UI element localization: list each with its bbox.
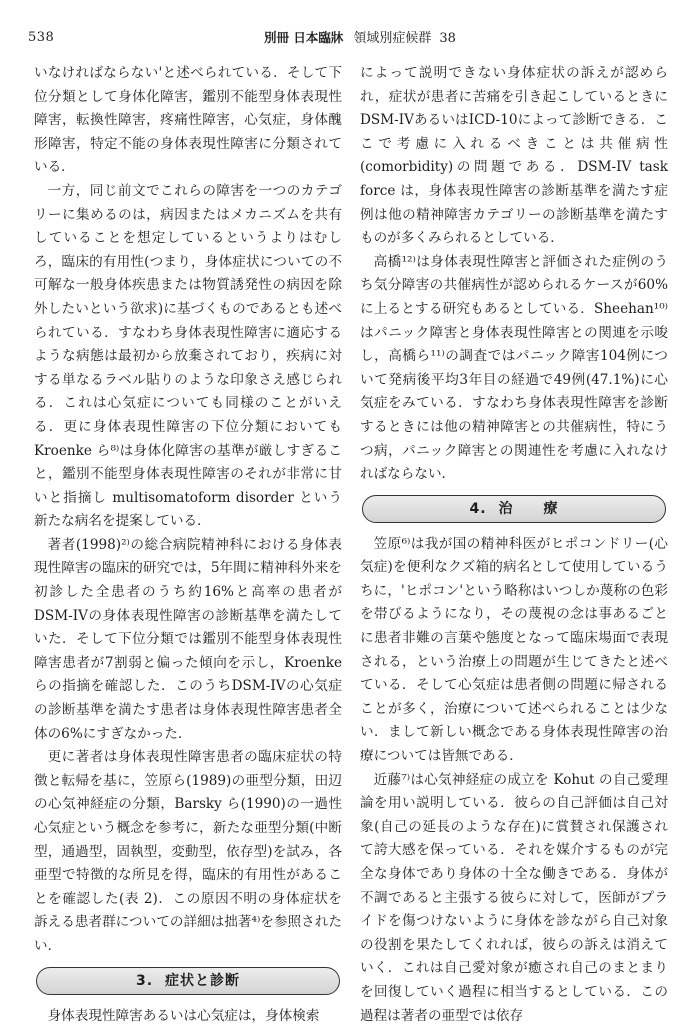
paragraph: 身体表現性障害あるいは心気症は，身体検索 [47, 1007, 320, 1024]
left-column [34, 62, 342, 1028]
paragraph: 更に著者は身体表現性障害患者の臨床症状の特徴と転帰を基に，笠原ら(1989)の亜型分類，田辺の心気神経症の分類，Barsky ら(1990)の一過性心気症という概念を参考に，新たな亜型分類(中断型，通過型，固執型，変動型，依存型)を試み，各亜型で特徴的な所見を得，臨床的有用性があることを確認した(表 2)．この原因不明の身体症状を訴える患者群についての詳細は拙著⁴⁾を参照されたい． [34, 749, 342, 954]
page-header [28, 26, 672, 50]
issue-title: 領域別症候群 [353, 31, 432, 46]
volume-number: 38 [439, 31, 456, 46]
paragraph: 高橋¹²⁾は身体表現性障害と評価された症例のうち気分障害の共催病性が認められるケースが60%に上るとする研究もあるとしている．Sheehan¹⁰⁾はパニック障害と身体表現性障害との関連を示唆し，高橋ら¹¹⁾の調査ではパニック障害104例について発病後平均3年目の経過で49例(47.1%)に心気症をみている．すなわち身体表現性障害を診断するときには他の精神障害との共催病性，特にうつ病，パニック障害との関連性を考慮に入れなければならない． [360, 253, 668, 483]
section-title: 症状と診断 [165, 972, 241, 989]
paragraph: 著者(1998)²⁾の総合病院精神科における身体表現性障害の臨床的研究では，5年間に精神科外来を初診した全患者のうち約16%と高率の患者がDSM-IVの身体表現性障害の診断基準を満たしていた．そして下位分類では鑑別不能型身体表現性障害患者が7割弱と偏った傾向を示し，Kroenke らの指摘を確認した．このうちDSM-IVの心気症の診断基準を満たす患者は身体表現性障害患者全体の6%にすぎなかった． [34, 536, 342, 742]
section-heading-treatment [362, 495, 666, 523]
page-number: 538 [28, 30, 55, 45]
journal-title: 別冊 日本臨牀 [264, 30, 344, 45]
section-number: 3. [135, 972, 154, 989]
section-title: 治 療 [498, 500, 559, 517]
section-number: 4. [469, 500, 487, 517]
paragraph: 近藤⁷⁾は心気神経症の成立を Kohut の自己愛理論を用い説明している．彼らの自己評価は自己対象(自己の延長のような存在)に賞賛され保護されて誇大感を保っている．それを媒介するものが完全な身体であり身体の十全な働きである．身体が不調であると主張する彼らに対して，医師がプライドを傷つけないように身体を診ながら自己対象の役割を果たしてくれれば，彼らの訴えは消えていく．これは自己愛対象が癒され自己のまとまりを回復していく過程に相当するとしている．この過程は著者の亜型では依存 [360, 771, 668, 1024]
section-heading-symptoms [36, 967, 340, 995]
paragraph: によって説明できない身体症状の訴えが認められ，症状が患者に苦痛を引き起こしているときにDSM-IVあるいはICD-10によって診断できる．ここで考慮に入れるべきことは共催病性(comorbidity)の問題である．DSM-IV task force は，身体表現性障害の診断基準を満たす症例は他の精神障害カテゴリーの診断基準を満たすものが多くみられるとしている． [360, 65, 668, 247]
paragraph: 笠原⁶⁾は我が国の精神科医がヒポコンドリー(心気症)を便利なクズ箱的病名として使用しているうちに，'ヒポコン'という略称はいつしか蔑称の色彩を帯びるようになり，その蔑視の念は事あるごとに患者非難の言葉や態度となって臨床場面で表現される，という治療上の問題が生じてきたと述べている．そして心気症は患者側の問題に帰されることが多く，治療について述べられることは少ない．まして新しい概念である身体表現性障害の治療については皆無である． [360, 535, 668, 765]
running-head [264, 26, 456, 51]
right-column [360, 62, 668, 1028]
paragraph: 一方，同じ前文でこれらの障害を一つのカテゴリーに集めるのは，病因またはメカニズムを共有していることを想定しているというよりはむしろ，臨床的有用性(つまり，身体症状についての不可解な一般身体疾患または物質誘発性の病因を除外したいという欲求)に基づくものであるとも述べられている．すなわち身体表現性障害に適応するような病態は最初から放棄されており，疾病に対する単なるラベル貼りのような印象さえ感じられる．これは心気症についても同様のことがいえる．更に身体表現性障害の下位分類においても Kroenke ら⁸⁾は身体化障害の基準が厳しすぎること，鑑別不能型身体表現性障害のそれが非常に甘いと指摘し multisomatoform disorder という新たな病名を提案している． [34, 182, 342, 530]
paragraph: いなければならない'と述べられている．そして下位分類として身体化障害，鑑別不能型身体表現性障害，転換性障害，疼痛性障害，心気症，身体醜形障害，特定不能の身体表現性障害に分類されている． [34, 65, 342, 176]
